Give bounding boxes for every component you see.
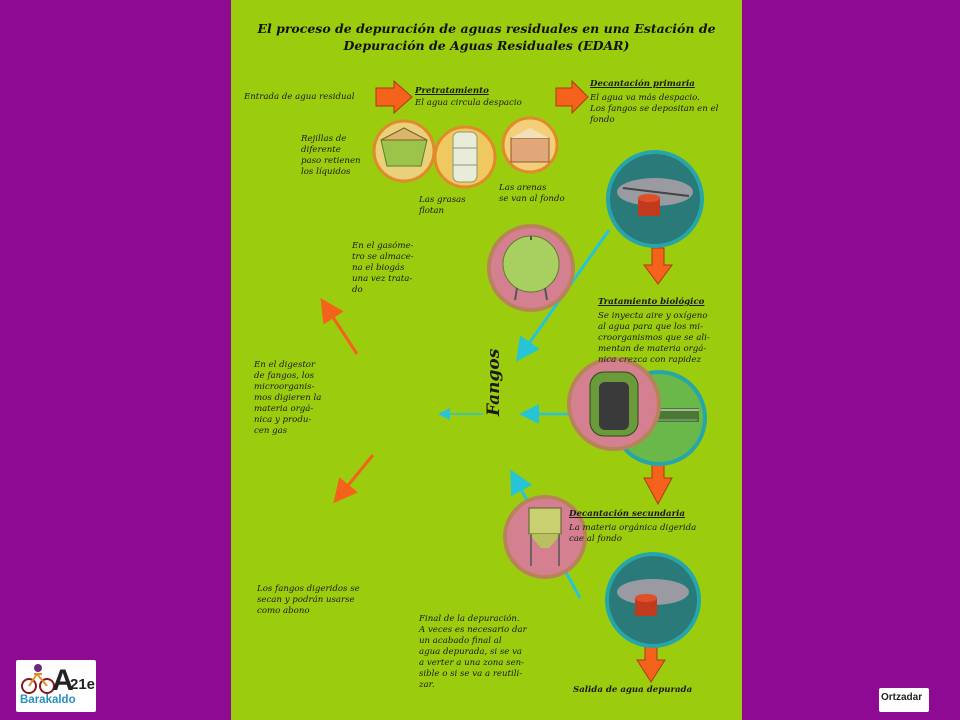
logo-barakaldo: Barakaldo bbox=[20, 694, 76, 706]
ortzadar-text: Ortzadar bbox=[881, 692, 923, 703]
secado-text: Los fangos digeridos se secan y podrán usarse como abono bbox=[257, 584, 360, 616]
decantacion-secundaria-text: La materia orgánica digerida cae al fondo bbox=[569, 523, 697, 544]
bicycle-icon bbox=[20, 662, 56, 696]
arrow-entrada-pretratamiento bbox=[376, 81, 412, 113]
title-line-1: El proceso de depuración de aguas residuales en una Estación de bbox=[257, 21, 716, 36]
fangos-label: Fangos bbox=[484, 348, 504, 416]
pretratamiento-heading: Pretratamiento bbox=[415, 86, 489, 96]
decantacion-primaria-text: El agua va más despacio. Los fangos se depositan en el fondo bbox=[590, 93, 719, 125]
arrow-digestor-secado bbox=[341, 455, 373, 494]
arrow-pretratamiento-decantacion bbox=[556, 81, 588, 113]
arenas-text: Las arenas se van al fondo bbox=[499, 183, 565, 204]
decantacion-secundaria-heading: Decantación secundaria bbox=[569, 509, 685, 519]
tratamiento-biologico-text: Se inyecta aire y oxígeno al agua para que los mi- croorganismos que se ali- mentan de materia orgá- nica crezca con rapidez bbox=[598, 311, 710, 365]
grasas-text: Las grasas flotan bbox=[419, 195, 466, 216]
gasometro-text: En el gasóme- tro se almace- na el biogás una vez trata- do bbox=[352, 241, 414, 295]
pretratamiento-text: El agua circula despacio bbox=[415, 98, 522, 108]
arrow-down-1 bbox=[644, 248, 672, 284]
entrada-label: Entrada de agua residual bbox=[244, 92, 355, 102]
decantacion-primaria-heading: Decantación primaria bbox=[590, 79, 695, 89]
decantador-primario-illustration bbox=[608, 152, 702, 246]
grasas-illustration bbox=[435, 127, 495, 187]
logo-21e: 21e bbox=[70, 676, 96, 693]
arrow-down-2 bbox=[644, 462, 672, 504]
page-title bbox=[231, 20, 742, 54]
arenas-illustration bbox=[503, 118, 557, 172]
ortzadar-logo bbox=[879, 688, 929, 712]
logo-letter-a: A bbox=[52, 664, 74, 697]
digestor-text: En el digestor de fangos, los microorganis- mos digieren la materia orgá- nica y produ- cen gas bbox=[254, 360, 322, 436]
tratamiento-biologico-heading: Tratamiento biológico bbox=[598, 297, 705, 307]
digestor-illustration bbox=[569, 359, 659, 449]
salida-label: Salida de agua depurada bbox=[573, 685, 693, 695]
title-line-2: Depuración de Aguas Residuales (EDAR) bbox=[343, 38, 630, 53]
arrow-digestor-gasometro bbox=[327, 308, 357, 354]
agenda21-barakaldo-logo bbox=[16, 660, 96, 712]
final-text: Final de la depuración. A veces es necesario dar un acabado final al agua depurada, si se va a verter a una zona sen- sible o si se va a reutili- zar. bbox=[419, 614, 527, 690]
rejillas-illustration bbox=[374, 121, 434, 181]
decantador-secundario-illustration bbox=[607, 554, 699, 646]
gasometro-illustration bbox=[489, 226, 573, 310]
rejillas-text: Rejillas de diferente paso retienen los líquidos bbox=[301, 134, 361, 177]
poster bbox=[231, 0, 742, 720]
arrow-down-3 bbox=[637, 644, 665, 682]
